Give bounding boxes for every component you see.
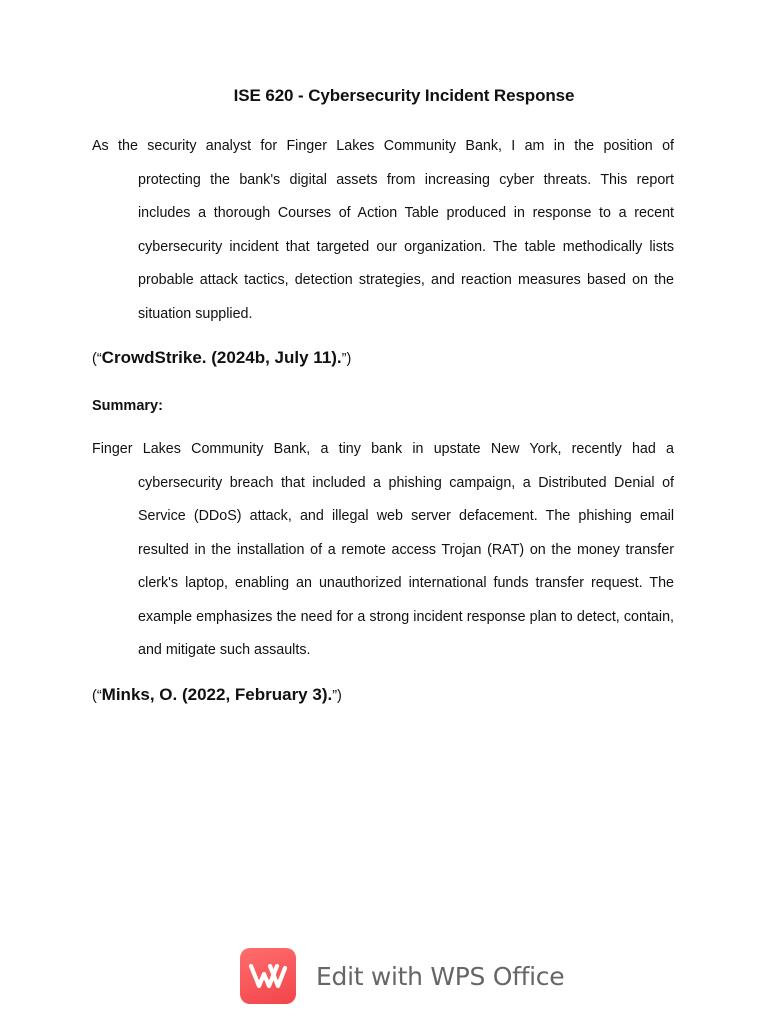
citation-source: Minks, O. (2022, February 3).: [101, 685, 333, 704]
citation-open: (“: [92, 688, 102, 704]
wps-watermark[interactable]: [240, 948, 564, 1004]
citation-minks: [92, 685, 342, 705]
summary-first-line: Finger Lakes Community Bank, a tiny bank in upstate New York, recently had a: [92, 441, 674, 457]
summary-heading: Summary:: [92, 398, 163, 414]
summary-continuation: cybersecurity breach that included a phishing campaign, a Distributed Denial of Service (DDoS) attack, and illegal web server defacement. The phishing email resulted in the installation of a remote access Trojan (RAT) on the money transfer clerk's laptop, enabling an unauthorized international funds transfer request. The example emphasizes the need for a strong incident response plan to detect, contain, and mitigate such assaults.: [138, 474, 674, 658]
citation-close: ”): [341, 351, 352, 367]
intro-first-line: As the security analyst for Finger Lakes Community Bank, I am in the position of: [92, 138, 674, 154]
citation-open: (“: [92, 351, 102, 367]
citation-close: ”): [332, 688, 342, 704]
intro-continuation: protecting the bank's digital assets from increasing cyber threats. This report includes a thorough Courses of Action Table produced in response to a recent cybersecurity incident that targeted our organization. The table methodically lists probable attack tactics, detection strategies, and reaction measures based on the situation supplied.: [138, 171, 674, 322]
citation-source: CrowdStrike. (2024b, July 11).: [101, 348, 342, 367]
intro-paragraph: [92, 130, 674, 331]
citation-crowdstrike: [92, 348, 351, 368]
wps-watermark-text: Edit with WPS Office: [316, 961, 565, 991]
wps-logo-icon: [240, 948, 296, 1004]
document-title: ISE 620 - Cybersecurity Incident Response: [233, 86, 575, 105]
summary-paragraph: [92, 433, 674, 668]
